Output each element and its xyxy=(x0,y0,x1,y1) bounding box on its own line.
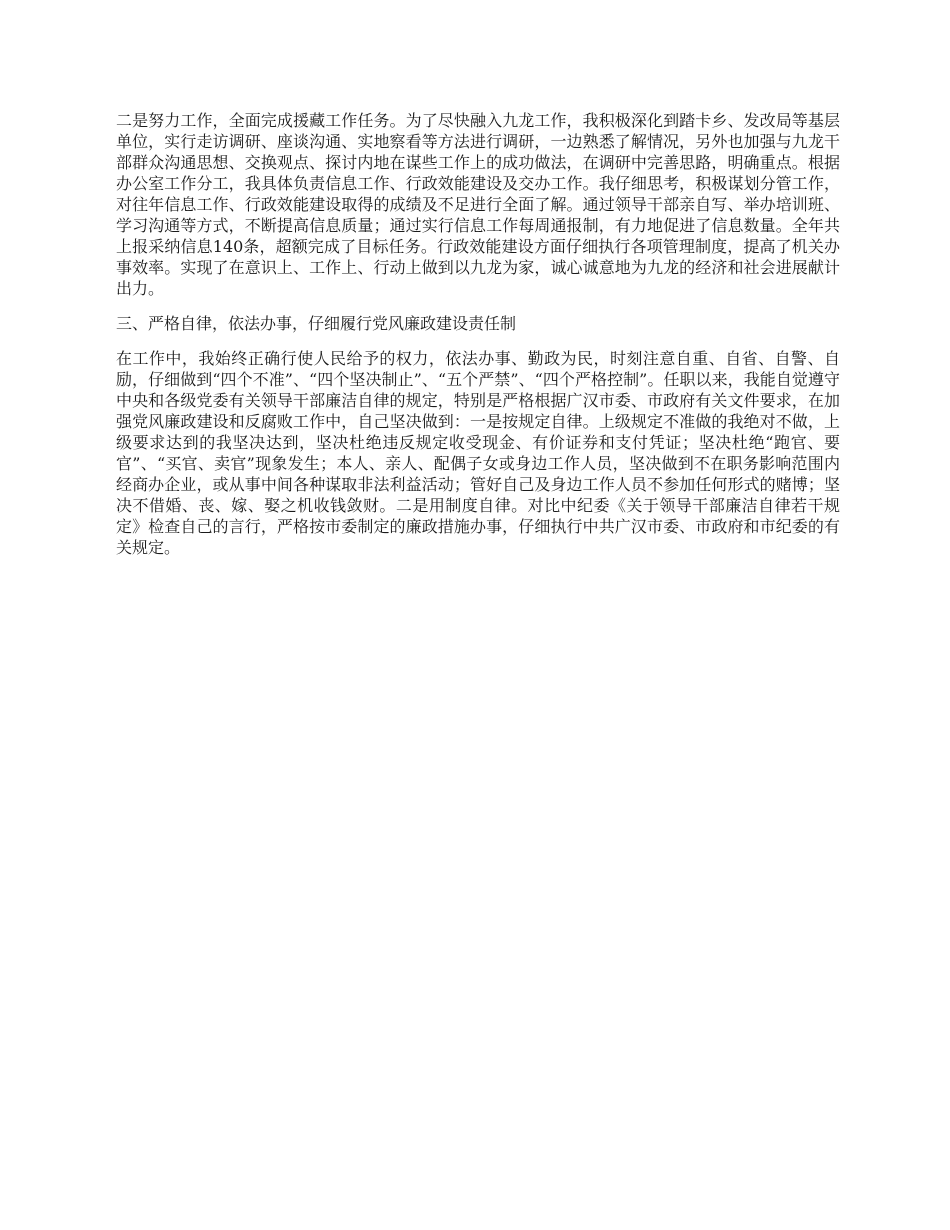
paragraph-self-discipline: 在工作中，我始终正确行使人民给予的权力，依法办事、勤政为民，时刻注意自重、自省、自警、自励，仔细做到“四个不准”、“四个坚决制止”、“五个严禁”、“四个严格控制”。任职以来，我能自觉遵守中央和各级党委有关领导干部廉洁自律的规定，特别是严格根据广汉市委、市政府有关文件要求，在加强党风廉政建设和反腐败工作中，自己坚决做到：一是按规定自律。上级规定不准做的我绝对不做，上级要求达到的我坚决达到，坚决杜绝违反规定收受现金、有价证券和支付凭证；坚决杜绝“跑官、要官”、“买官、卖官”现象发生；本人、亲人、配偶子女或身边工作人员，坚决做到不在职务影响范围内经商办企业，或从事中间各种谋取非法利益活动；管好自己及身边工作人员不参加任何形式的赌博；坚决不借婚、丧、嫁、娶之机收钱敛财。二是用制度自律。对比中纪委《关于领导干部廉洁自律若干规定》检查自己的言行，严格按市委制定的廉政措施办事，仔细执行中共广汉市委、市政府和市纪委的有关规定。 xyxy=(116,349,840,557)
paragraph-work-tasks: 二是努力工作，全面完成援藏工作任务。为了尽快融入九龙工作，我积极深化到踏卡乡、发改局等基层单位，实行走访调研、座谈沟通、实地察看等方法进行调研，一边熟悉了解情况，另外也加强与九龙干部群众沟通思想、交换观点、探讨内地在谋些工作上的成功做法，在调研中完善思路，明确重点。根据办公室工作分工，我具体负责信息工作、行政效能建设及交办工作。我仔细思考，积极谋划分管工作，对往年信息工作、行政效能建设取得的成绩及不足进行全面了解。通过领导干部亲自写、举办培训班、学习沟通等方式，不断提高信息质量；通过实行信息工作每周通报制，有力地促进了信息数量。全年共上报采纳信息140条，超额完成了目标任务。行政效能建设方面仔细执行各项管理制度，提高了机关办事效率。实现了在意识上、工作上、行动上做到以九龙为家，诚心诚意地为九龙的经济和社会进展献计出力。 xyxy=(116,111,840,298)
document-page xyxy=(116,110,840,572)
section-heading-self-discipline: 三、严格自律，依法办事，仔细履行党风廉政建设责任制 xyxy=(116,314,517,333)
